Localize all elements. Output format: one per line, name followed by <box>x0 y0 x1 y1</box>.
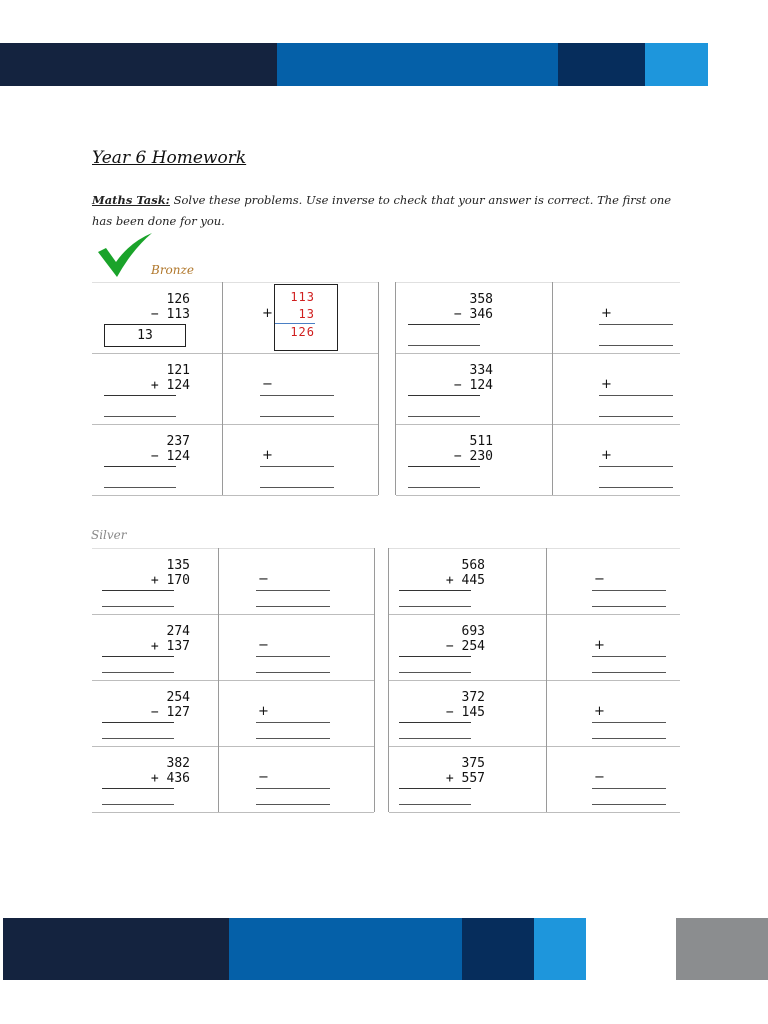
operation-rule <box>104 395 176 396</box>
problem-top-number: 254 <box>166 690 190 705</box>
problem-bottom-number: + 124 <box>150 378 190 393</box>
grid-row-line <box>389 812 680 813</box>
answer-line[interactable] <box>104 487 176 488</box>
grid-row-line <box>396 353 680 354</box>
problem-bottom-number: − 124 <box>453 378 493 393</box>
problem-bottom-number: − 113 <box>150 307 190 322</box>
grid-row-line <box>92 812 374 813</box>
problem-top-number: 135 <box>166 558 190 573</box>
operation-rule <box>399 722 471 723</box>
problem-bottom-number: + 445 <box>445 573 485 588</box>
grid-column-line <box>378 282 379 495</box>
page-title: Year 6 Homework <box>92 148 247 168</box>
operation-rule <box>408 324 480 325</box>
inverse-operation-sign: − <box>258 572 269 587</box>
inverse-answer-line[interactable] <box>256 590 330 591</box>
inverse-operation-sign: + <box>262 306 273 321</box>
problem-bottom-number: − 145 <box>445 705 485 720</box>
task-text: Solve these problems. Use inverse to check that your answer is correct. The first one has been done for you. <box>92 193 672 228</box>
problem-bottom-number: − 127 <box>150 705 190 720</box>
inverse-answer-line[interactable] <box>256 804 330 805</box>
operation-rule <box>399 656 471 657</box>
operation-rule <box>408 395 480 396</box>
header-band-segment <box>558 43 645 86</box>
inverse-answer-line[interactable] <box>592 606 666 607</box>
inverse-answer-line[interactable] <box>599 395 673 396</box>
inverse-operation-sign: + <box>601 377 612 392</box>
inverse-answer-line[interactable] <box>592 656 666 657</box>
answer-line[interactable] <box>399 804 471 805</box>
grid-row-line <box>92 353 378 354</box>
check-line-1: 113 <box>290 290 315 304</box>
inverse-operation-sign: + <box>601 306 612 321</box>
grid-column-line <box>218 548 219 812</box>
header-band-segment <box>277 43 558 86</box>
problem-top-number: 358 <box>469 292 493 307</box>
problem-top-number: 375 <box>461 756 485 771</box>
answer-line[interactable] <box>102 672 174 673</box>
inverse-answer-line[interactable] <box>256 738 330 739</box>
inverse-answer-line[interactable] <box>599 466 673 467</box>
inverse-operation-sign: − <box>258 638 269 653</box>
problem-top-number: 274 <box>166 624 190 639</box>
answer-line[interactable] <box>399 672 471 673</box>
grid-column-line <box>222 282 223 495</box>
inverse-operation-sign: + <box>258 704 269 719</box>
problem-top-number: 693 <box>461 624 485 639</box>
answer-line[interactable] <box>102 606 174 607</box>
grid-column-line <box>395 282 396 495</box>
inverse-operation-sign: − <box>262 377 273 392</box>
footer-band-segment <box>229 918 462 980</box>
grid-row-line <box>92 746 374 747</box>
operation-rule <box>102 590 174 591</box>
grid-column-line <box>552 282 553 495</box>
problem-bottom-number: + 170 <box>150 573 190 588</box>
inverse-answer-line[interactable] <box>592 672 666 673</box>
inverse-answer-line[interactable] <box>256 788 330 789</box>
inverse-answer-line[interactable] <box>592 590 666 591</box>
problem-top-number: 237 <box>166 434 190 449</box>
inverse-answer-line[interactable] <box>256 656 330 657</box>
grid-column-line <box>374 548 375 812</box>
problem-bottom-number: − 254 <box>445 639 485 654</box>
operation-rule <box>104 466 176 467</box>
operation-rule <box>408 466 480 467</box>
silver-level-label: Silver <box>91 528 127 542</box>
answer-line[interactable] <box>399 738 471 739</box>
footer-color-band <box>3 918 768 980</box>
problem-top-number: 126 <box>166 292 190 307</box>
operation-rule <box>399 788 471 789</box>
header-band-segment <box>645 43 708 86</box>
operation-rule <box>399 590 471 591</box>
problem-top-number: 121 <box>166 363 190 378</box>
inverse-answer-line[interactable] <box>599 416 673 417</box>
inverse-operation-sign: − <box>258 770 269 785</box>
inverse-check-box <box>274 284 338 351</box>
grid-row-line <box>396 495 680 496</box>
worked-answer-box: 13 <box>104 324 186 347</box>
answer-line[interactable] <box>408 345 480 346</box>
grid-row-line <box>389 548 680 549</box>
problem-top-number: 372 <box>461 690 485 705</box>
answer-line[interactable] <box>399 606 471 607</box>
inverse-answer-line[interactable] <box>592 804 666 805</box>
check-line-3: 126 <box>290 325 315 339</box>
problem-bottom-number: − 346 <box>453 307 493 322</box>
grid-column-line <box>546 548 547 812</box>
header-band-segment <box>0 43 277 86</box>
grid-row-line <box>92 282 378 283</box>
inverse-operation-sign: + <box>594 704 605 719</box>
problem-top-number: 511 <box>469 434 493 449</box>
bronze-level-label: Bronze <box>151 263 194 277</box>
grid-row-line <box>92 548 374 549</box>
answer-line[interactable] <box>102 804 174 805</box>
grid-row-line <box>396 282 680 283</box>
inverse-operation-sign: + <box>262 448 273 463</box>
inverse-operation-sign: − <box>594 572 605 587</box>
operation-rule <box>102 656 174 657</box>
footer-band-segment <box>586 918 676 980</box>
grid-row-line <box>389 680 680 681</box>
check-divider <box>275 323 315 324</box>
problem-bottom-number: + 137 <box>150 639 190 654</box>
problem-bottom-number: − 230 <box>453 449 493 464</box>
answer-line[interactable] <box>408 487 480 488</box>
footer-band-segment <box>462 918 534 980</box>
task-label: Maths Task: <box>92 193 170 207</box>
operation-rule <box>102 722 174 723</box>
problem-bottom-number: − 124 <box>150 449 190 464</box>
inverse-answer-line[interactable] <box>256 672 330 673</box>
answer-line[interactable] <box>408 416 480 417</box>
inverse-answer-line[interactable] <box>592 788 666 789</box>
grid-row-line <box>92 614 374 615</box>
footer-band-segment <box>534 918 586 980</box>
inverse-answer-line[interactable] <box>599 345 673 346</box>
inverse-answer-line[interactable] <box>256 606 330 607</box>
inverse-operation-sign: + <box>594 638 605 653</box>
inverse-answer-line[interactable] <box>599 324 673 325</box>
inverse-answer-line[interactable] <box>599 487 673 488</box>
header-color-band <box>0 43 708 86</box>
inverse-operation-sign: + <box>601 448 612 463</box>
answer-line[interactable] <box>102 738 174 739</box>
grid-row-line <box>92 424 378 425</box>
inverse-operation-sign: − <box>594 770 605 785</box>
problem-bottom-number: + 436 <box>150 771 190 786</box>
inverse-answer-line[interactable] <box>260 487 334 488</box>
problem-top-number: 382 <box>166 756 190 771</box>
inverse-answer-line[interactable] <box>260 466 334 467</box>
grid-row-line <box>389 614 680 615</box>
grid-row-line <box>396 424 680 425</box>
answer-line[interactable] <box>104 416 176 417</box>
inverse-answer-line[interactable] <box>592 738 666 739</box>
inverse-answer-line[interactable] <box>592 722 666 723</box>
inverse-answer-line[interactable] <box>260 416 334 417</box>
footer-band-segment <box>676 918 768 980</box>
problem-top-number: 334 <box>469 363 493 378</box>
problem-bottom-number: + 557 <box>445 771 485 786</box>
task-instructions <box>92 190 682 232</box>
grid-column-line <box>388 548 389 812</box>
inverse-answer-line[interactable] <box>260 395 334 396</box>
grid-row-line <box>92 495 378 496</box>
inverse-answer-line[interactable] <box>256 722 330 723</box>
grid-row-line <box>92 680 374 681</box>
operation-rule <box>102 788 174 789</box>
grid-row-line <box>389 746 680 747</box>
check-mark-icon <box>96 232 154 278</box>
footer-band-segment <box>3 918 229 980</box>
problem-top-number: 568 <box>461 558 485 573</box>
check-line-2: 13 <box>298 307 315 321</box>
